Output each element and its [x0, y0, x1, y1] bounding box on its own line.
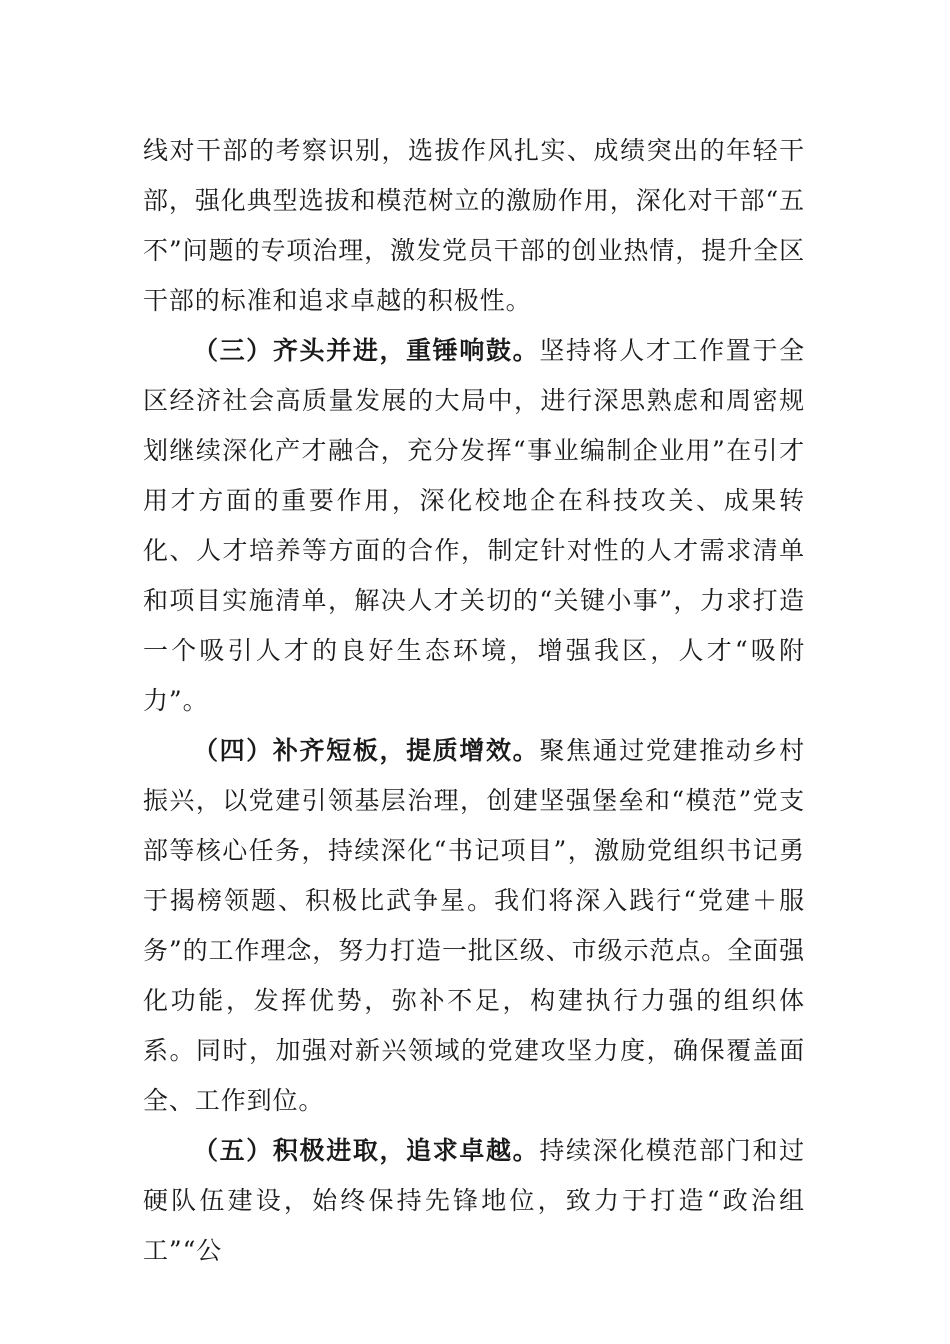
- section-heading-4: （四）补齐短板，提质增效。: [193, 736, 540, 765]
- paragraph-continuation: [143, 126, 805, 326]
- document-body: [143, 126, 805, 1276]
- paragraph-section-4: [143, 726, 805, 1126]
- paragraph-text: 持续深化模范部门和过硬队伍建设，始终保持先锋地位，致力于打造“政治组工”“公: [143, 1136, 805, 1265]
- section-heading-3: （三）齐头并进，重锤响鼓。: [193, 336, 540, 365]
- paragraph-text: 聚焦通过党建推动乡村振兴，以党建引领基层治理，创建坚强堡垒和“模范”党支部等核心任务，持续深化“书记项目”，激励党组织书记勇于揭榜领题、积极比武争星。我们将深入践行“党建＋服务”的工作理念，努力打造一批区级、市级示范点。全面强化功能，发挥优势，弥补不足，构建执行力强的组织体系。同时，加强对新兴领域的党建攻坚力度，确保覆盖面全、工作到位。: [143, 736, 805, 1115]
- paragraph-text: 线对干部的考察识别，选拔作风扎实、成绩突出的年轻干部，强化典型选拔和模范树立的激励作用，深化对干部“五不”问题的专项治理，激发党员干部的创业热情，提升全区干部的标准和追求卓越的积极性。: [143, 136, 805, 315]
- paragraph-section-5: [143, 1126, 805, 1276]
- paragraph-text: 坚持将人才工作置于全区经济社会高质量发展的大局中，进行深思熟虑和周密规划继续深化产才融合，充分发挥“事业编制企业用”在引才用才方面的重要作用，深化校地企在科技攻关、成果转化、人才培养等方面的合作，制定针对性的人才需求清单和项目实施清单，解决人才关切的“关键小事”，力求打造一个吸引人才的良好生态环境，增强我区，人才“吸附力”。: [143, 336, 805, 715]
- paragraph-section-3: [143, 326, 805, 726]
- section-heading-5: （五）积极进取，追求卓越。: [193, 1136, 540, 1165]
